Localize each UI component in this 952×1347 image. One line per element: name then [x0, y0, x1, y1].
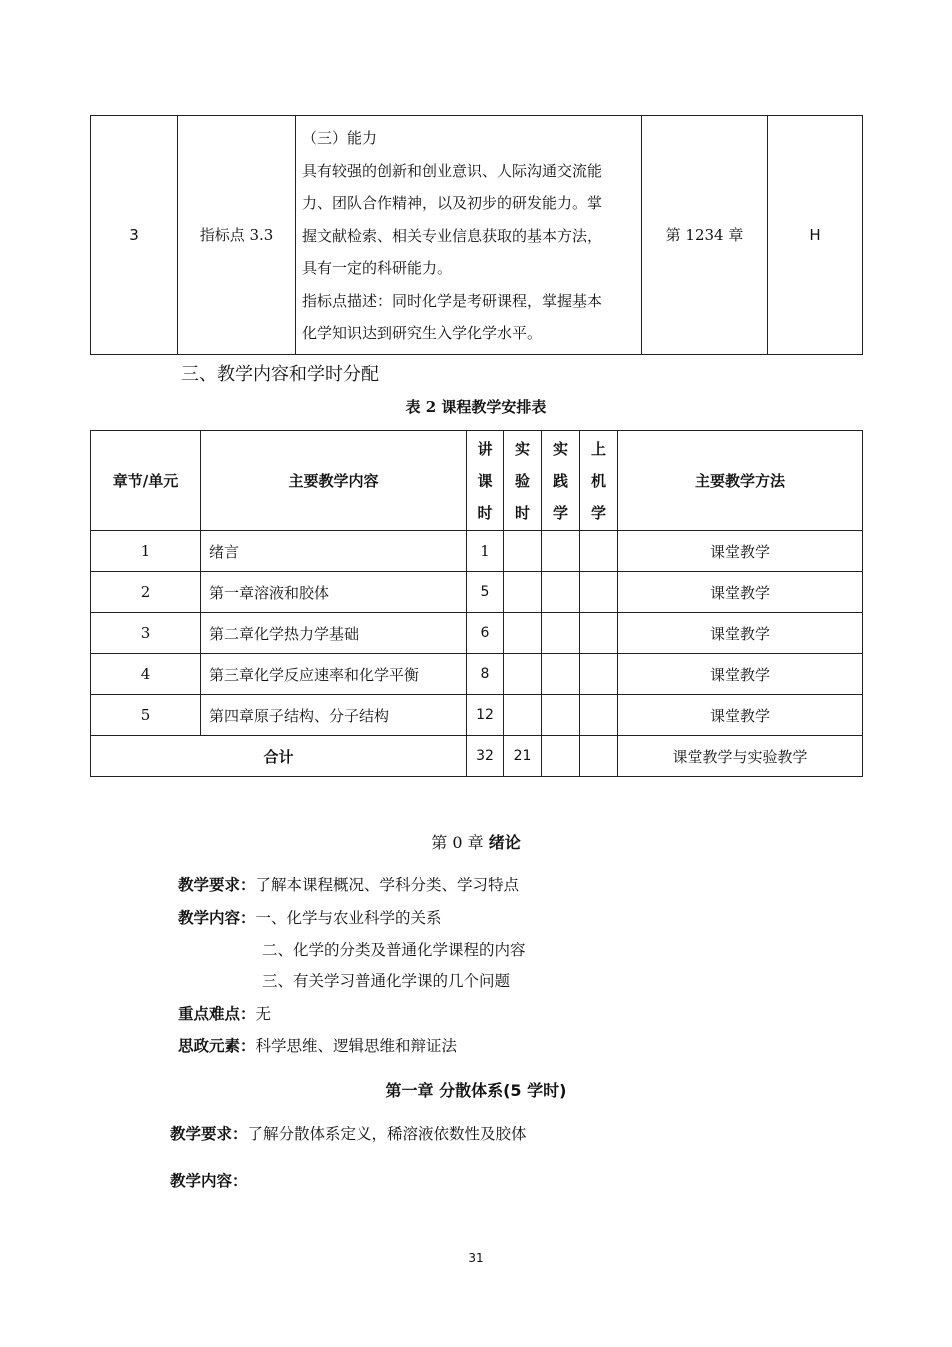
- desc-line: 具有一定的科研能力。: [302, 259, 453, 277]
- unit-cell: 3: [91, 613, 201, 654]
- table-total-row: [91, 736, 863, 777]
- header-lab-hours: 实 验 时: [504, 431, 542, 531]
- chapter0-number: 第 0 章: [431, 833, 484, 852]
- desc-line: 化学知识达到研究生入学化学水平。: [302, 324, 543, 342]
- lecture-cell: 6: [467, 613, 504, 654]
- computer-cell: [580, 654, 618, 695]
- practice-cell: [542, 613, 580, 654]
- chapter0-title: [0, 830, 952, 853]
- unit-cell: 4: [91, 654, 201, 695]
- header-lecture-hours: 讲 课 时: [467, 431, 504, 531]
- lab-cell: [504, 613, 542, 654]
- total-lab: 21: [504, 736, 542, 777]
- total-practice: [542, 736, 580, 777]
- table-row: [91, 695, 863, 736]
- chapter0-key-points: 重点难点：无: [178, 1005, 272, 1023]
- table-caption: 表 2 课程教学安排表: [405, 398, 547, 416]
- practice-cell: [542, 531, 580, 572]
- computer-cell: [580, 695, 618, 736]
- chapter0-requirement: 教学要求：了解本课程概况、学科分类、学习特点: [178, 876, 520, 894]
- chapter0-content: 教学内容：一、化学与农业科学的关系: [178, 909, 442, 927]
- lecture-cell: 8: [467, 654, 504, 695]
- header-content: 主要教学内容: [201, 431, 467, 531]
- computer-cell: [580, 531, 618, 572]
- method-cell: 课堂教学: [618, 695, 863, 736]
- section-heading: 三、教学内容和学时分配: [181, 364, 379, 385]
- indicator-label: 指标点 3.3: [199, 226, 274, 245]
- unit-cell: 5: [91, 695, 201, 736]
- chapter0-content-item: 三、有关学习普通化学课的几个问题: [262, 972, 511, 990]
- header-computer-hours: 上 机 学: [580, 431, 618, 531]
- indicator-description: [296, 116, 642, 355]
- chapter0-name: 绪论: [488, 833, 521, 852]
- chapter1-requirement: 教学要求：了解分散体系定义，稀溶液依数性及胶体: [170, 1125, 527, 1143]
- header-method: 主要教学方法: [618, 431, 863, 531]
- chapter0-content-item: 二、化学的分类及普通化学课程的内容: [262, 941, 526, 959]
- desc-line: 具有较强的创新和创业意识、人际沟通交流能: [302, 161, 603, 180]
- chapter1-content: 教学内容：: [170, 1172, 248, 1190]
- header-practice-hours: 实 践 学: [542, 431, 580, 531]
- total-lecture: 32: [467, 736, 504, 777]
- chapter1-title: 第一章 分散体系(5 学时): [385, 1081, 567, 1100]
- method-cell: 课堂教学: [618, 572, 863, 613]
- total-method: 课堂教学与实验教学: [618, 736, 863, 777]
- table-header-row: [91, 431, 863, 531]
- header-unit: 章节/单元: [91, 431, 201, 531]
- unit-cell: 2: [91, 572, 201, 613]
- practice-cell: [542, 654, 580, 695]
- lab-cell: [504, 572, 542, 613]
- chapters-cell: 第 1234 章: [642, 116, 768, 355]
- desc-line: 握文献检索、相关专业信息获取的基本方法，: [302, 226, 603, 245]
- content-cell: 第二章化学热力学基础: [201, 613, 467, 654]
- table-row: [91, 531, 863, 572]
- lecture-cell: 5: [467, 572, 504, 613]
- lab-cell: [504, 654, 542, 695]
- total-computer: [580, 736, 618, 777]
- desc-line: （三）能力: [302, 129, 378, 147]
- table-row: [91, 613, 863, 654]
- table-row: [91, 572, 863, 613]
- lab-cell: [504, 695, 542, 736]
- competency-table: [90, 115, 863, 355]
- desc-line: 力、团队合作精神，以及初步的研发能力。掌: [302, 194, 603, 212]
- method-cell: 课堂教学: [618, 654, 863, 695]
- content-cell: 第四章原子结构、分子结构: [201, 695, 467, 736]
- page-number: 31: [468, 1251, 484, 1265]
- row-number: 3: [91, 116, 178, 355]
- lecture-cell: 1: [467, 531, 504, 572]
- lecture-cell: 12: [467, 695, 504, 736]
- table-row: [91, 116, 863, 355]
- unit-cell: 1: [91, 531, 201, 572]
- schedule-table: [90, 430, 863, 777]
- chapter0-ideology: 思政元素：科学思维、逻辑思维和辩证法: [178, 1037, 458, 1055]
- method-cell: 课堂教学: [618, 613, 863, 654]
- indicator-cell: [178, 116, 296, 355]
- practice-cell: [542, 695, 580, 736]
- computer-cell: [580, 572, 618, 613]
- lab-cell: [504, 531, 542, 572]
- total-label: 合计: [91, 736, 467, 777]
- computer-cell: [580, 613, 618, 654]
- content-cell: 绪言: [201, 531, 467, 572]
- content-cell: 第一章溶液和胶体: [201, 572, 467, 613]
- support-level: H: [768, 116, 863, 355]
- table-row: [91, 654, 863, 695]
- content-cell: 第三章化学反应速率和化学平衡: [201, 654, 467, 695]
- desc-line: 指标点描述：同时化学是考研课程，掌握基本: [302, 291, 603, 310]
- method-cell: 课堂教学: [618, 531, 863, 572]
- practice-cell: [542, 572, 580, 613]
